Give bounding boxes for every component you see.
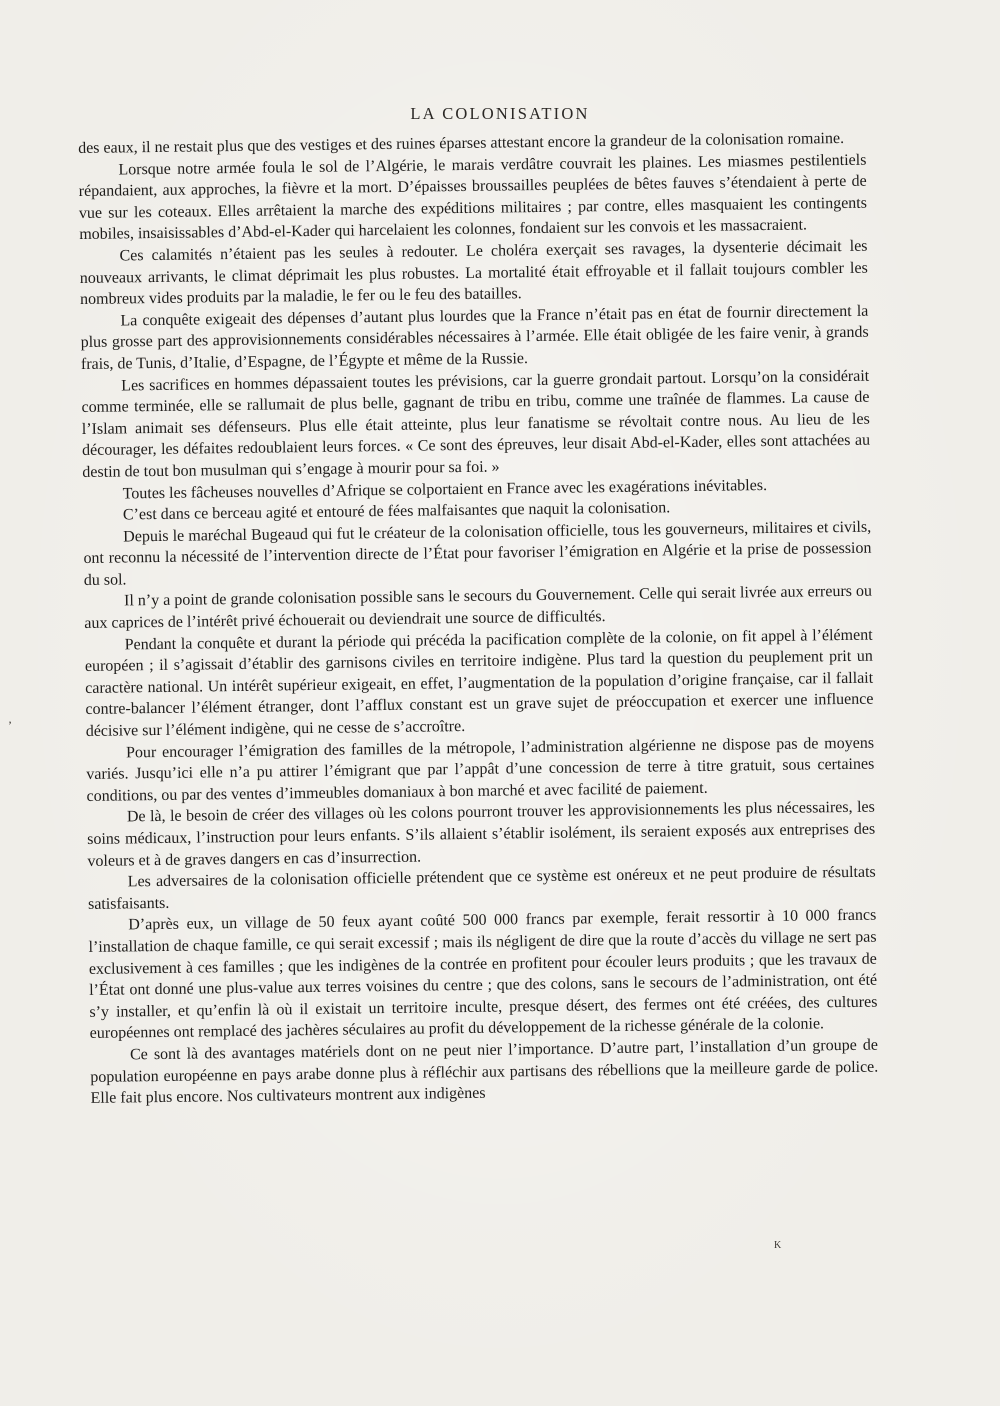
margin-mark: ’ — [8, 718, 12, 732]
paragraph: Il n’y a point de grande colonisation possible sans le secours du Gouvernement. Celle qui serait livrée aux erreurs ou aux caprices de l’intérêt privé échouerait ou deviendrait une source de difficultés. — [84, 583, 873, 633]
paragraph: C’est dans ce berceau agité et entouré de fées malfaisantes que naquit la colonisation. — [122, 499, 671, 524]
running-head: LA COLONISATION — [410, 104, 590, 123]
paragraph: De là, le besoin de créer des villages où les colons pourront trouver les approvisionnements les plus nécessaires, les soins médicaux, l’instruction pour leurs enfants. S’ils allaient s’établir isolément, ils seraient exposés aux entreprises des voleurs et à de graves dangers en cas d’insurrection. — [87, 799, 876, 870]
paragraph: Pendant la conquête et durant la période qui précéda la pacification complète de la colonie, on fit appel à l’élément européen ; il s’agissait d’établir des garnisons civiles en territoire indigène. Plus tard la question du peuplement prit un caractère national. Un intérêt supérieur exigeait, en effet, l’augmentation de la population d’origine française, car il fallait contre-balancer l’élément étranger, dont l’afflux constant est un grave sujet de préoccupation et exercer une influence décisive sur l’élément indigène, qui ne cesse de s’accroître. — [84, 626, 874, 740]
paragraph: Ce sont là des avantages matériels dont on ne peut nier l’importance. D’autre part, l’installation d’un groupe de population européenne en pays arabe donne plus à réfléchir aux partisans des rébellions que la meilleure garde de police. Elle fait plus encore. Nos cultivateurs montrent aux indigènes — [90, 1036, 879, 1108]
paragraph: La conquête exigeait des dépenses d’autant plus lourdes que la France n’était pas en état de fournir directement la plus grosse part des approvisionnements considérables nécessaires à l’armée. Elle était obligée de les faire venir, à grands frais, de Tunis, d’Italie, d’Espagne, de l’Égypte et même de la Russie. — [80, 302, 869, 373]
paragraph: Ces calamités n’étaient pas les seules à redouter. Le choléra exerçait ses ravages, la dysenterie décimait les nouveaux arrivants, le climat déprimait les plus robustes. La mortalité était effroyable et il fallait toujours combler les nombreux vides produits par la maladie, le fer ou le feu des batailles. — [79, 237, 868, 309]
paragraph: Toutes les fâcheuses nouvelles d’Afrique se colportaient en France avec les exagérations inévitables. — [122, 476, 768, 502]
paragraph: D’après eux, un village de 50 feux ayant coûté 500 000 francs par exemple, ferait ressortir à 10 000 francs l’installation de chaque famille, ce qui serait excessif ; mais ils négligent de dire que la route d’accès du village ne sert pas exclusivement à ces familles ; que les indigènes de la contrée en profitent pour écouler leurs produits ; que les travaux de l’État ont donné une plus-value aux terres voisines du centre ; que des colons, sans le secours de l’administration, ont été s’y installer, et qu’enfin là où il existait un territoire inculte, presque désert, des fermes ont été créées, des cultures européennes ont remplacé des jachères séculaires au profit du développement de la richesse générale de la colonie. — [88, 906, 878, 1043]
paragraph: Depuis le maréchal Bugeaud qui fut le créateur de la colonisation officielle, tous les gouverneurs, militaires et civils, ont reconnu la nécessité de l’intervention directe de l’État pour favoriser l’émigration en Algérie et la prise de possession du sol. — [83, 518, 872, 589]
paragraph: Les sacrifices en hommes dépassaient toutes les prévisions, car la guerre grondait partout. Lorsqu’on la considérait comme terminée, elle se rallumait de plus belle, gagnant de tribu en tribu, comme une traînée de flammes. La cause de l’Islam animait ses défenseurs. Plus elle était atteinte, plus leur fanatisme se révoltait contre nous. Au lieu de les décourager, les défaites redoublaient leurs forces. « Ce sont des épreuves, leur disait Abd-el-Kader, elles sont attachées au destin de tout bon musulman qui s’engage à mourir pour sa foi. » — [81, 367, 871, 481]
signature-mark: K — [774, 1240, 782, 1251]
paragraph: Lorsque notre armée foula le sol de l’Algérie, le marais verdâtre couvrait les plaines. Les miasmes pestilentiels répandaient, aux approches, la fièvre et la mort. D’épaisses broussailles peuplées de bêtes fauves s’étendaient à perte de vue sur les coteaux. Elles arrêtaient la marche des expéditions militaires ; par contre, elles masquaient les contingents mobiles, insaisissables d’Abd-el-Kader qui harcelaient les colonnes, fondaient sur les convois et les massacraient. — [78, 151, 868, 244]
paragraph: des eaux, il ne restait plus que des vestiges et des ruines éparses attestant encore la grandeur de la colonisation romaine. — [78, 129, 845, 157]
paragraph: Pour encourager l’émigration des familles de la métropole, l’administration algérienne ne dispose pas de moyens variés. Jusqu’ici elle n’a pu attirer l’émigrant que par l’appât d’une concession de terre à titre gratuit, sous certaines conditions, ou par des ventes d’immeubles domaniaux à bon marché et avec facilité de paiement. — [86, 734, 875, 805]
body-text — [78, 128, 879, 1110]
paragraph: Les adversaires de la colonisation officielle prétendent que ce système est onéreux et ne peut produire de résultats satisfaisants. — [87, 863, 876, 913]
